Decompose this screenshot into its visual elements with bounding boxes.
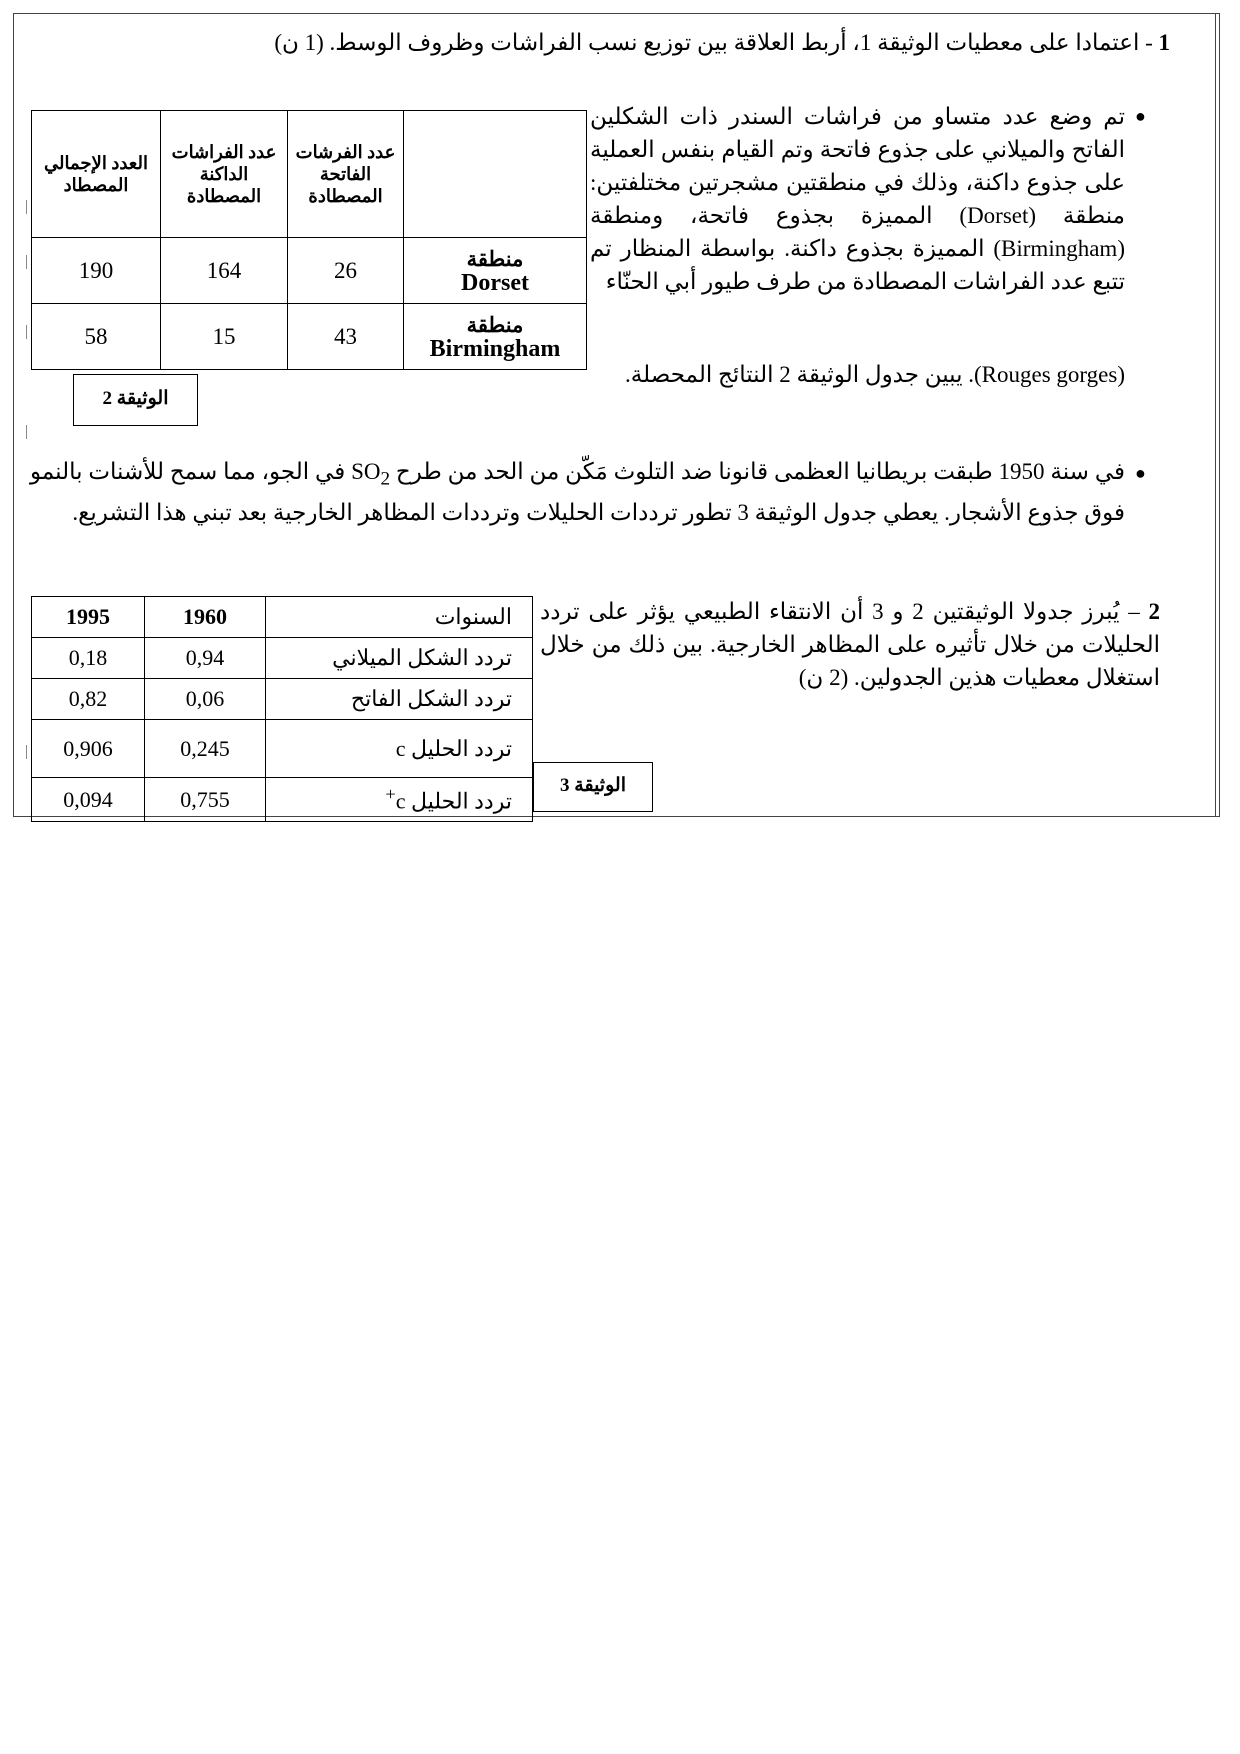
cell-region xyxy=(404,238,587,304)
year-1995: 1995 xyxy=(32,597,145,638)
scan-mark xyxy=(26,425,27,439)
cell-value: 0,906 xyxy=(32,720,145,778)
table-document-3 xyxy=(31,596,533,822)
cell-dark: 15 xyxy=(161,304,288,370)
document-2-caption: الوثيقة 2 xyxy=(73,374,198,426)
row-label: تردد الحليل c xyxy=(266,720,533,778)
cell-value: 0,245 xyxy=(145,720,266,778)
header-light: عدد الفرشات الفاتحة المصطادة xyxy=(288,111,404,238)
cell-value: 0,94 xyxy=(145,638,266,679)
legislation-text-before: في سنة 1950 طبقت بريطانيا العظمى قانونا ضد التلوث مَكّن من الحد من طرح SO xyxy=(351,459,1125,484)
cell-light: 43 xyxy=(288,304,404,370)
cell-value: 0,82 xyxy=(32,679,145,720)
header-total: العدد الإجمالي المصطاد xyxy=(32,111,161,238)
row-label: تردد الشكل الفاتح xyxy=(266,679,533,720)
question-2 xyxy=(540,595,1160,694)
legislation-subscript: 2 xyxy=(380,468,391,490)
cell-value: 0,06 xyxy=(145,679,266,720)
table-row xyxy=(32,238,587,304)
table-row xyxy=(32,778,533,822)
row-label-text: تردد الحليل c xyxy=(395,788,512,814)
cell-light: 26 xyxy=(288,238,404,304)
header-empty xyxy=(404,111,587,238)
cell-total: 190 xyxy=(32,238,161,304)
table-row xyxy=(32,679,533,720)
scan-mark xyxy=(26,745,27,759)
scan-mark xyxy=(26,200,27,214)
cell-region xyxy=(404,304,587,370)
row-label: تردد الشكل الميلاني xyxy=(266,638,533,679)
paragraph-legislation xyxy=(30,455,1125,529)
legislation-text-after: في الجو، مما سمح للأشنات بالنمو فوق جذوع الأشجار. يعطي جدول الوثيقة 3 تطور ترددات الحليلات وترددات المظاهر الخارجية بعد تبني هذا التشريع. xyxy=(30,459,1125,525)
allele-superscript: + xyxy=(385,784,396,805)
table-row xyxy=(32,304,587,370)
question-1-text: - اعتمادا على معطيات الوثيقة 1، أربط العلاقة بين توزيع نسب الفراشات وظروف الوسط. (1 ن) xyxy=(274,30,1159,55)
header-dark: عدد الفراشات الداكنة المصطادة xyxy=(161,111,288,238)
table-document-2 xyxy=(31,110,587,370)
years-label: السنوات xyxy=(266,597,533,638)
paragraph-document-2-end: (Rouges gorges). يبين جدول الوثيقة 2 النتائج المحصلة. xyxy=(625,362,1125,387)
scan-mark xyxy=(26,325,27,339)
question-1-number: 1 xyxy=(1158,30,1170,55)
cell-value: 0,755 xyxy=(145,778,266,822)
frame-double-line xyxy=(1215,13,1216,817)
row-label xyxy=(266,778,533,822)
question-1 xyxy=(274,30,1170,56)
scan-mark xyxy=(26,255,27,269)
bullet-icon: ● xyxy=(1135,463,1146,483)
cell-total: 58 xyxy=(32,304,161,370)
region-label-ar: منطقة xyxy=(466,312,524,337)
cell-value: 0,18 xyxy=(32,638,145,679)
cell-value: 0,094 xyxy=(32,778,145,822)
question-2-number: 2 xyxy=(1148,599,1160,624)
region-label-ar: منطقة xyxy=(466,246,524,271)
table-row xyxy=(32,638,533,679)
year-1960: 1960 xyxy=(145,597,266,638)
cell-dark: 164 xyxy=(161,238,288,304)
document-3-caption: الوثيقة 3 xyxy=(533,762,653,812)
region-label-en: Dorset xyxy=(461,269,529,296)
bullet-icon: ● xyxy=(1135,106,1146,126)
table-row xyxy=(32,597,533,638)
region-label-en: Birmingham xyxy=(429,335,561,362)
table-row xyxy=(32,720,533,778)
question-2-text: – يُبرز جدولا الوثيقتين 2 و 3 أن الانتقاء الطبيعي يؤثر على تردد الحليلات من خلال تأثيره على المظاهر الخارجية. بين ذلك من خلال استغلال معطيات هذين الجدولين. (2 ن) xyxy=(540,599,1160,690)
paragraph-document-2: تم وضع عدد متساو من فراشات السندر ذات الشكلين الفاتح والميلاني على جذوع فاتحة وتم القيام بنفس العملية على جذوع داكنة، وذلك في منطقتين مشجرتين مختلفتين: منطقة (Dorset) المميزة بجذوع فاتحة، ومنطقة (Birmingham) المميزة بجذوع داكنة. بواسطة المنظار تم تتبع عدد الفراشات المصطادة من طرف طيور أبي الحنّاء xyxy=(590,104,1125,294)
